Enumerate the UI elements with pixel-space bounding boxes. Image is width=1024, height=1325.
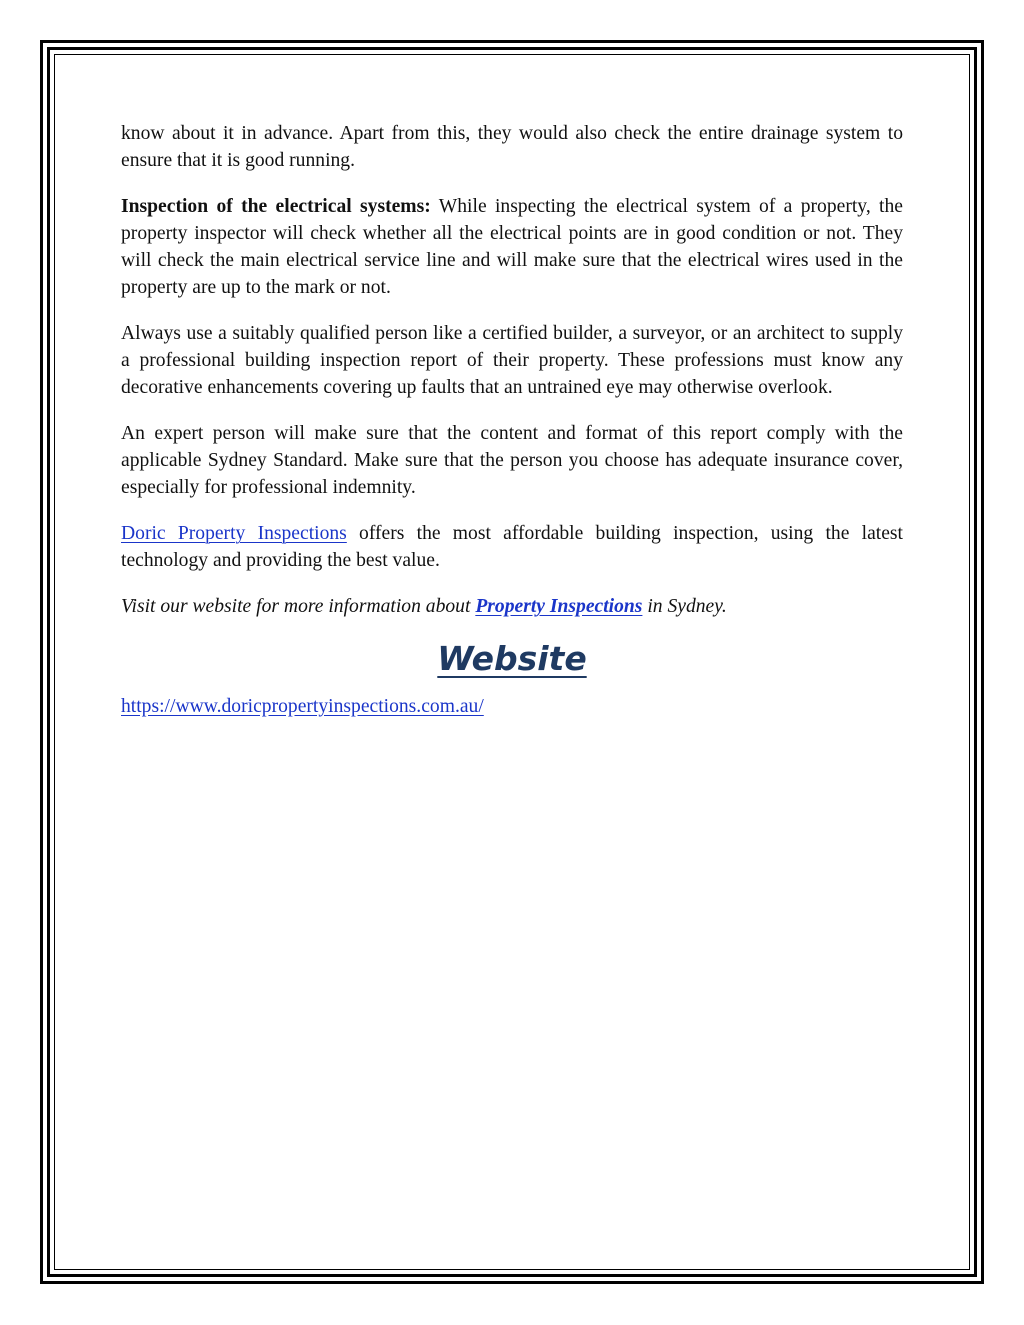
- document-body: [121, 120, 903, 739]
- property-inspections-link[interactable]: Property Inspections: [475, 596, 643, 617]
- electrical-text: While inspecting the electrical system of a property, the property inspector will check whether all the electrical points are in good condition or not. They will check the main electrical service line and will make sure that the electrical wires used in the property are up to the mark or not.: [121, 196, 903, 298]
- paragraph-qualified-person: [121, 320, 903, 401]
- paragraph-electrical: [121, 193, 903, 301]
- doric-property-inspections-link[interactable]: Doric Property Inspections: [121, 523, 347, 544]
- website-url-link[interactable]: https://www.doricpropertyinspections.com.au/: [121, 696, 484, 717]
- paragraph-expert: [121, 420, 903, 501]
- paragraph-doric: [121, 520, 903, 574]
- website-url-line: [121, 693, 903, 720]
- expert-text: An expert person will make sure that the content and format of this report comply with the applicable Sydney Standard. Make sure that the person you choose has adequate insurance cover, especially for professional indemnity.: [121, 423, 903, 498]
- visit-text-before: Visit our website for more information about: [121, 596, 476, 617]
- visit-text-after: in Sydney.: [642, 596, 727, 617]
- doric-text: offers the most affordable building inspection, using the latest technology and providing the best value.: [121, 523, 903, 571]
- qualified-person-text: Always use a suitably qualified person like a certified builder, a surveyor, or an architect to supply a professional building inspection report of their property. These professions must know any decorative enhancements covering up faults that an untrained eye may otherwise overlook.: [121, 323, 903, 398]
- paragraph-visit: [121, 593, 903, 620]
- website-heading-text[interactable]: Website: [437, 639, 587, 678]
- paragraph-drainage-text: know about it in advance. Apart from this, they would also check the entire drainage system to ensure that it is good running.: [121, 123, 903, 171]
- paragraph-drainage: [121, 120, 903, 174]
- electrical-heading: Inspection of the electrical systems:: [121, 196, 431, 217]
- website-heading: [121, 639, 903, 679]
